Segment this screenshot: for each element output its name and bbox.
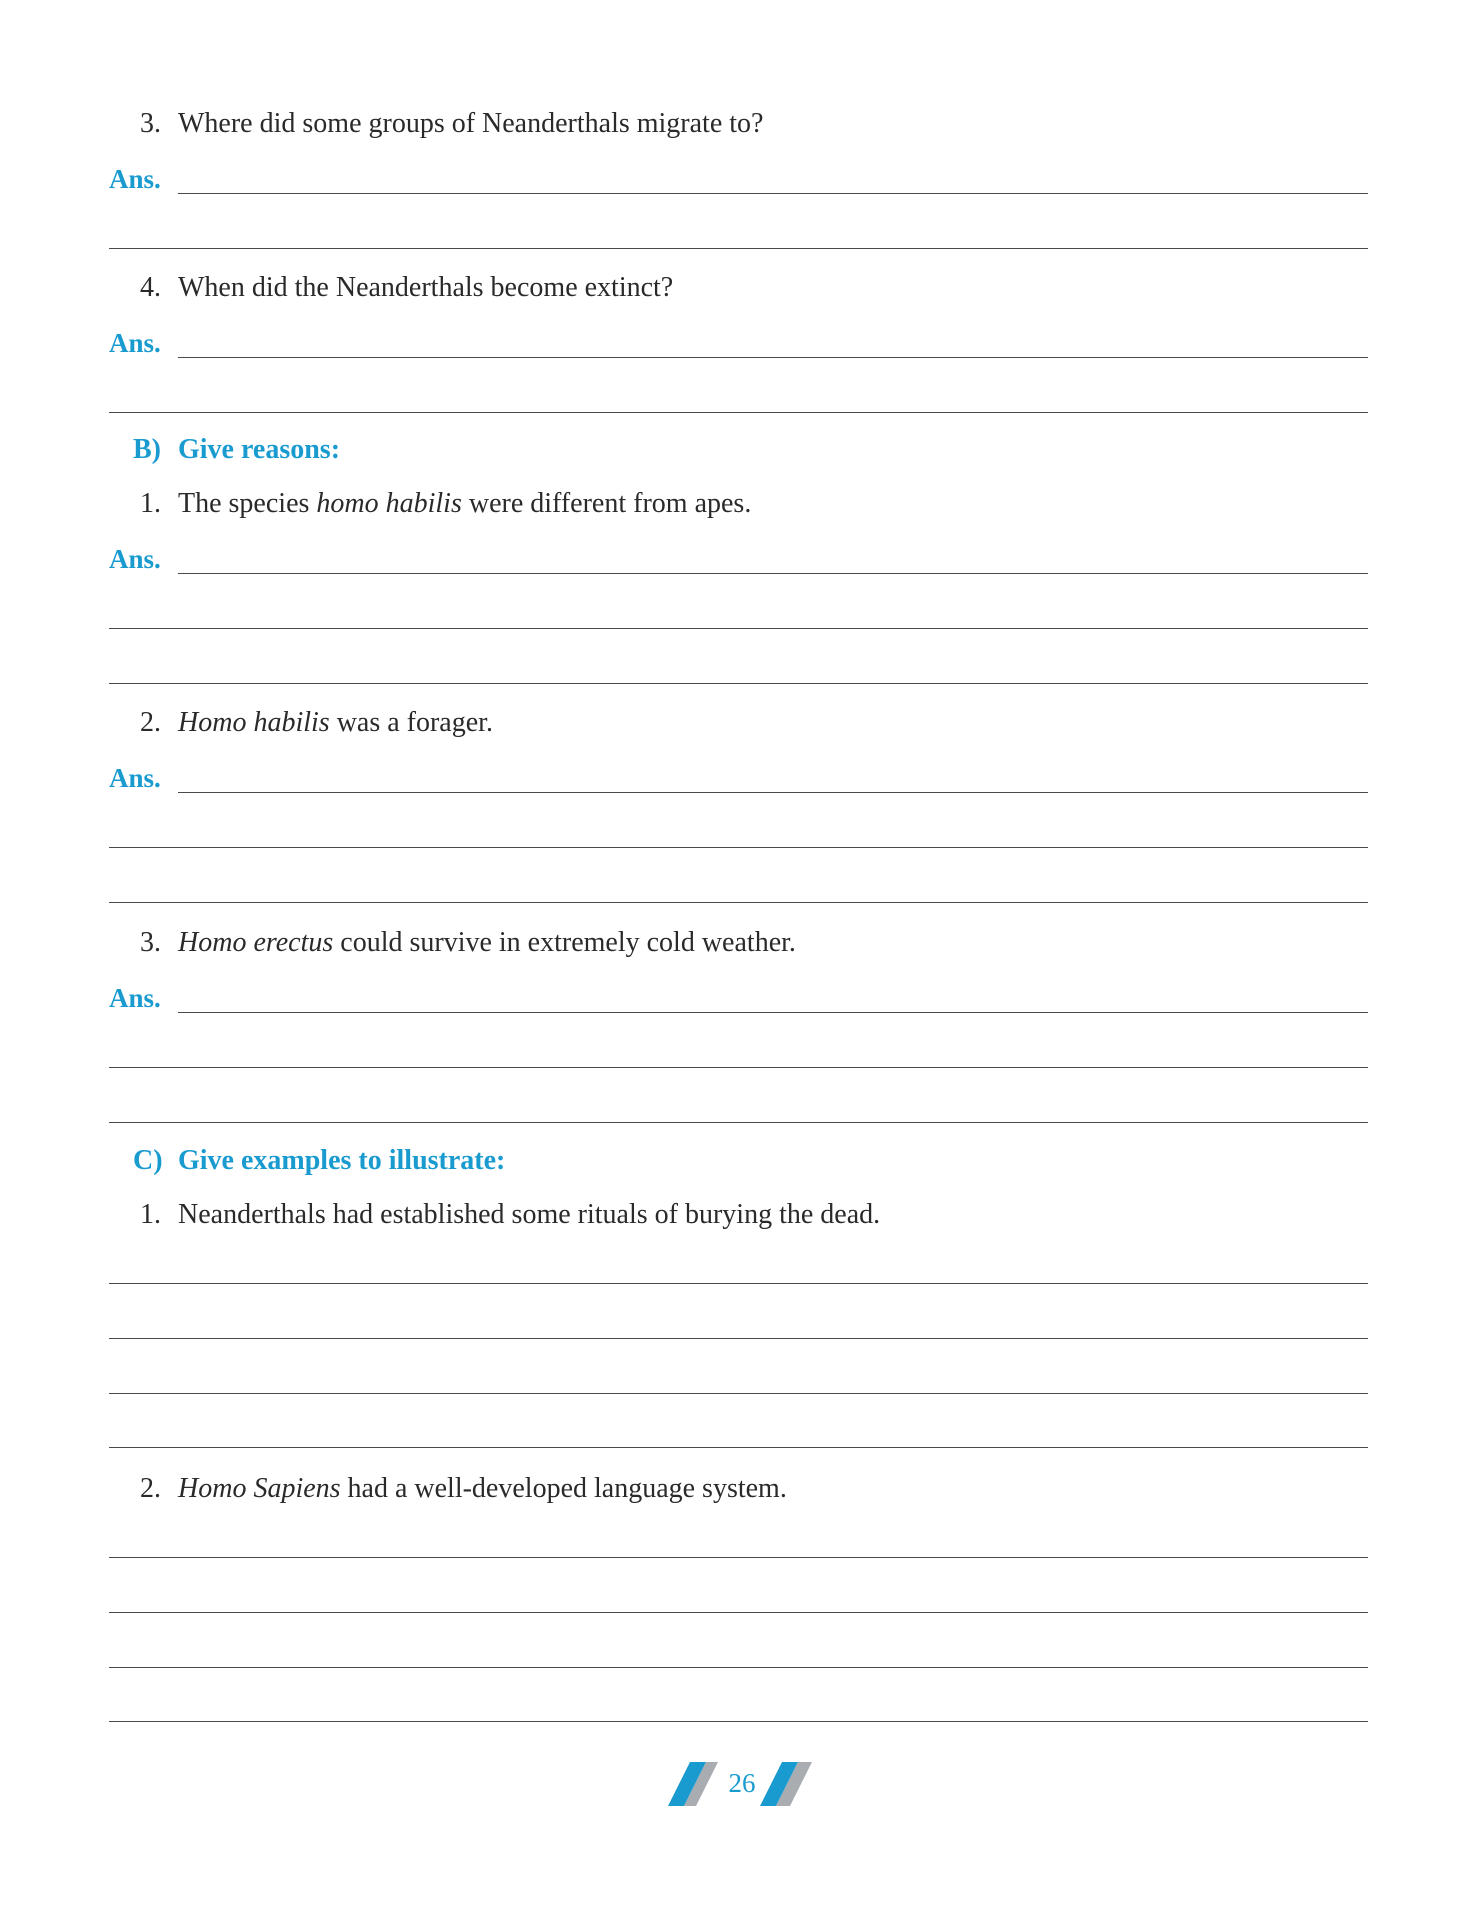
answer-line[interactable] xyxy=(109,902,1368,903)
answer-line[interactable] xyxy=(178,792,1368,793)
answer-line[interactable] xyxy=(109,1721,1368,1722)
answer-line[interactable] xyxy=(109,412,1368,413)
answer-label: Ans. xyxy=(109,164,161,194)
question-text-italic: Homo erectus xyxy=(178,927,334,958)
answer-line[interactable] xyxy=(109,1067,1368,1068)
answer-line[interactable] xyxy=(109,1122,1368,1123)
section-letter: B) xyxy=(133,434,161,465)
question-text-italic: Homo Sapiens xyxy=(178,1473,341,1504)
answer-label: Ans. xyxy=(109,983,161,1013)
answer-line[interactable] xyxy=(178,193,1368,194)
question-number: 4. xyxy=(140,272,161,303)
answer-line[interactable] xyxy=(109,1393,1368,1394)
question-number: 3. xyxy=(140,927,161,958)
question-c2 xyxy=(140,1472,787,1506)
answer-line[interactable] xyxy=(178,1012,1368,1013)
question-text: Where did some groups of Neanderthals migrate to? xyxy=(178,108,764,139)
question-number: 1. xyxy=(140,1199,161,1230)
answer-label: Ans. xyxy=(109,544,161,574)
question-text: When did the Neanderthals become extinct? xyxy=(178,272,674,303)
answer-line[interactable] xyxy=(109,628,1368,629)
question-text-post: was a forager. xyxy=(329,707,493,738)
answer-line[interactable] xyxy=(178,357,1368,358)
left-slash-icon xyxy=(668,1762,718,1806)
answer-line[interactable] xyxy=(109,248,1368,249)
answer-label: Ans. xyxy=(109,763,161,793)
question-b3 xyxy=(140,926,796,960)
answer-line[interactable] xyxy=(109,683,1368,684)
question-c1 xyxy=(140,1198,880,1232)
question-text-post: were different from apes. xyxy=(461,488,752,519)
question-text-italic: Homo habilis xyxy=(178,707,330,738)
answer-label: Ans. xyxy=(109,328,161,358)
section-b-heading xyxy=(133,433,340,467)
right-slash-icon xyxy=(760,1762,812,1806)
section-title: Give examples to illustrate: xyxy=(178,1145,506,1176)
answer-line[interactable] xyxy=(109,1612,1368,1613)
question-b1 xyxy=(140,487,751,521)
question-text-post: could survive in extremely cold weather. xyxy=(333,927,796,958)
answer-line[interactable] xyxy=(109,1283,1368,1284)
question-a3 xyxy=(140,107,763,141)
question-text-post: had a well-developed language system. xyxy=(340,1473,787,1504)
page-number: 26 xyxy=(728,1768,756,1798)
answer-line[interactable] xyxy=(109,1557,1368,1558)
question-number: 1. xyxy=(140,488,161,519)
answer-line[interactable] xyxy=(109,1447,1368,1448)
question-text-pre: The species xyxy=(178,488,317,519)
question-a4 xyxy=(140,271,673,305)
section-c-heading xyxy=(133,1144,505,1178)
question-number: 2. xyxy=(140,707,161,738)
question-b2 xyxy=(140,706,493,740)
answer-line[interactable] xyxy=(109,847,1368,848)
answer-line[interactable] xyxy=(109,1338,1368,1339)
question-number: 2. xyxy=(140,1473,161,1504)
section-letter: C) xyxy=(133,1145,163,1176)
answer-line[interactable] xyxy=(109,1667,1368,1668)
question-text: Neanderthals had established some rituals of burying the dead. xyxy=(178,1199,881,1230)
section-title: Give reasons: xyxy=(178,434,341,465)
question-text-italic: homo habilis xyxy=(316,488,462,519)
answer-line[interactable] xyxy=(178,573,1368,574)
question-number: 3. xyxy=(140,108,161,139)
